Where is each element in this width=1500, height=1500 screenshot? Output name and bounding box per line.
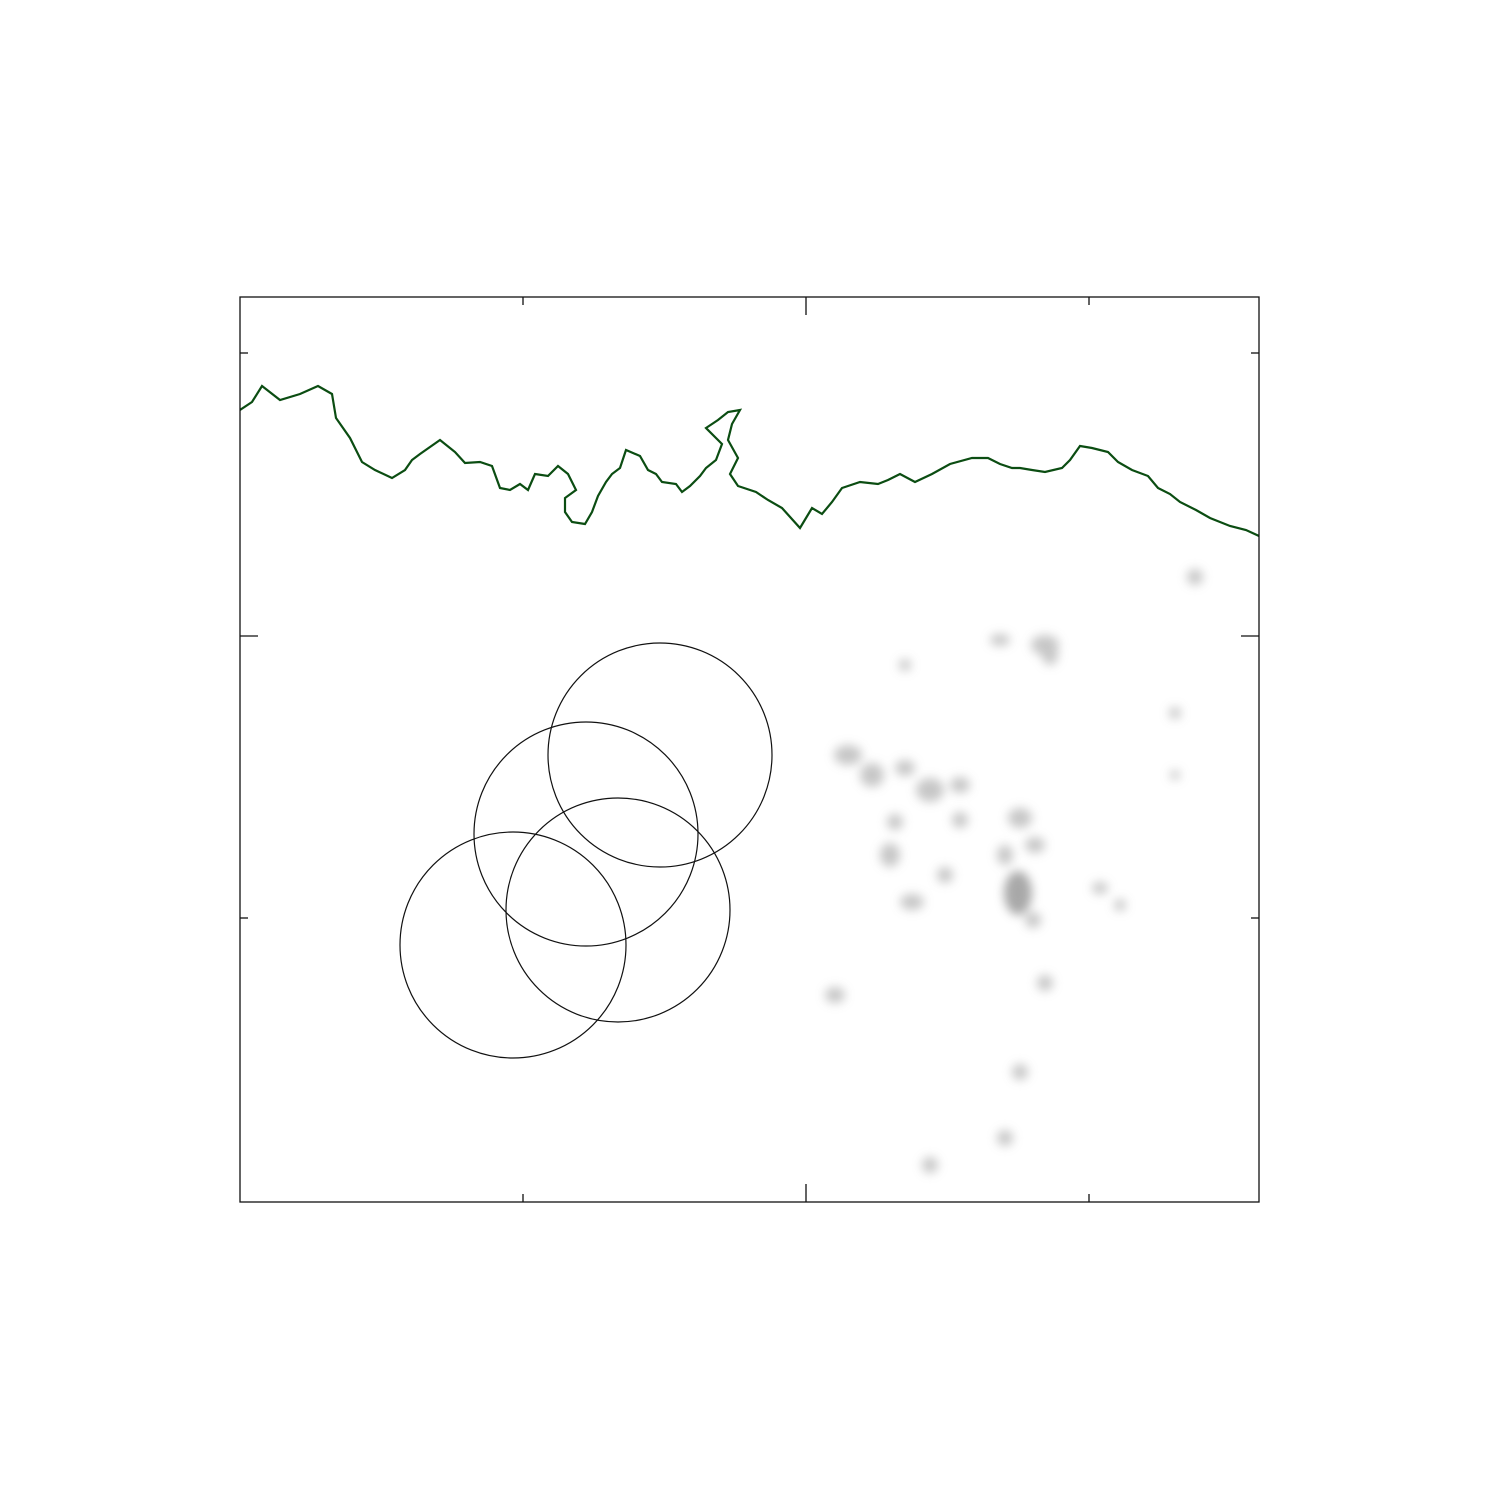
qi-contours bbox=[400, 643, 772, 1058]
condensate-shading bbox=[825, 569, 1203, 1173]
plot-frame bbox=[240, 297, 1259, 1202]
state-border-red-river bbox=[240, 386, 1259, 536]
qi-contour bbox=[506, 798, 730, 1022]
qi-contour bbox=[400, 832, 626, 1058]
qi-contour bbox=[474, 722, 698, 946]
qi-contour bbox=[548, 643, 772, 867]
